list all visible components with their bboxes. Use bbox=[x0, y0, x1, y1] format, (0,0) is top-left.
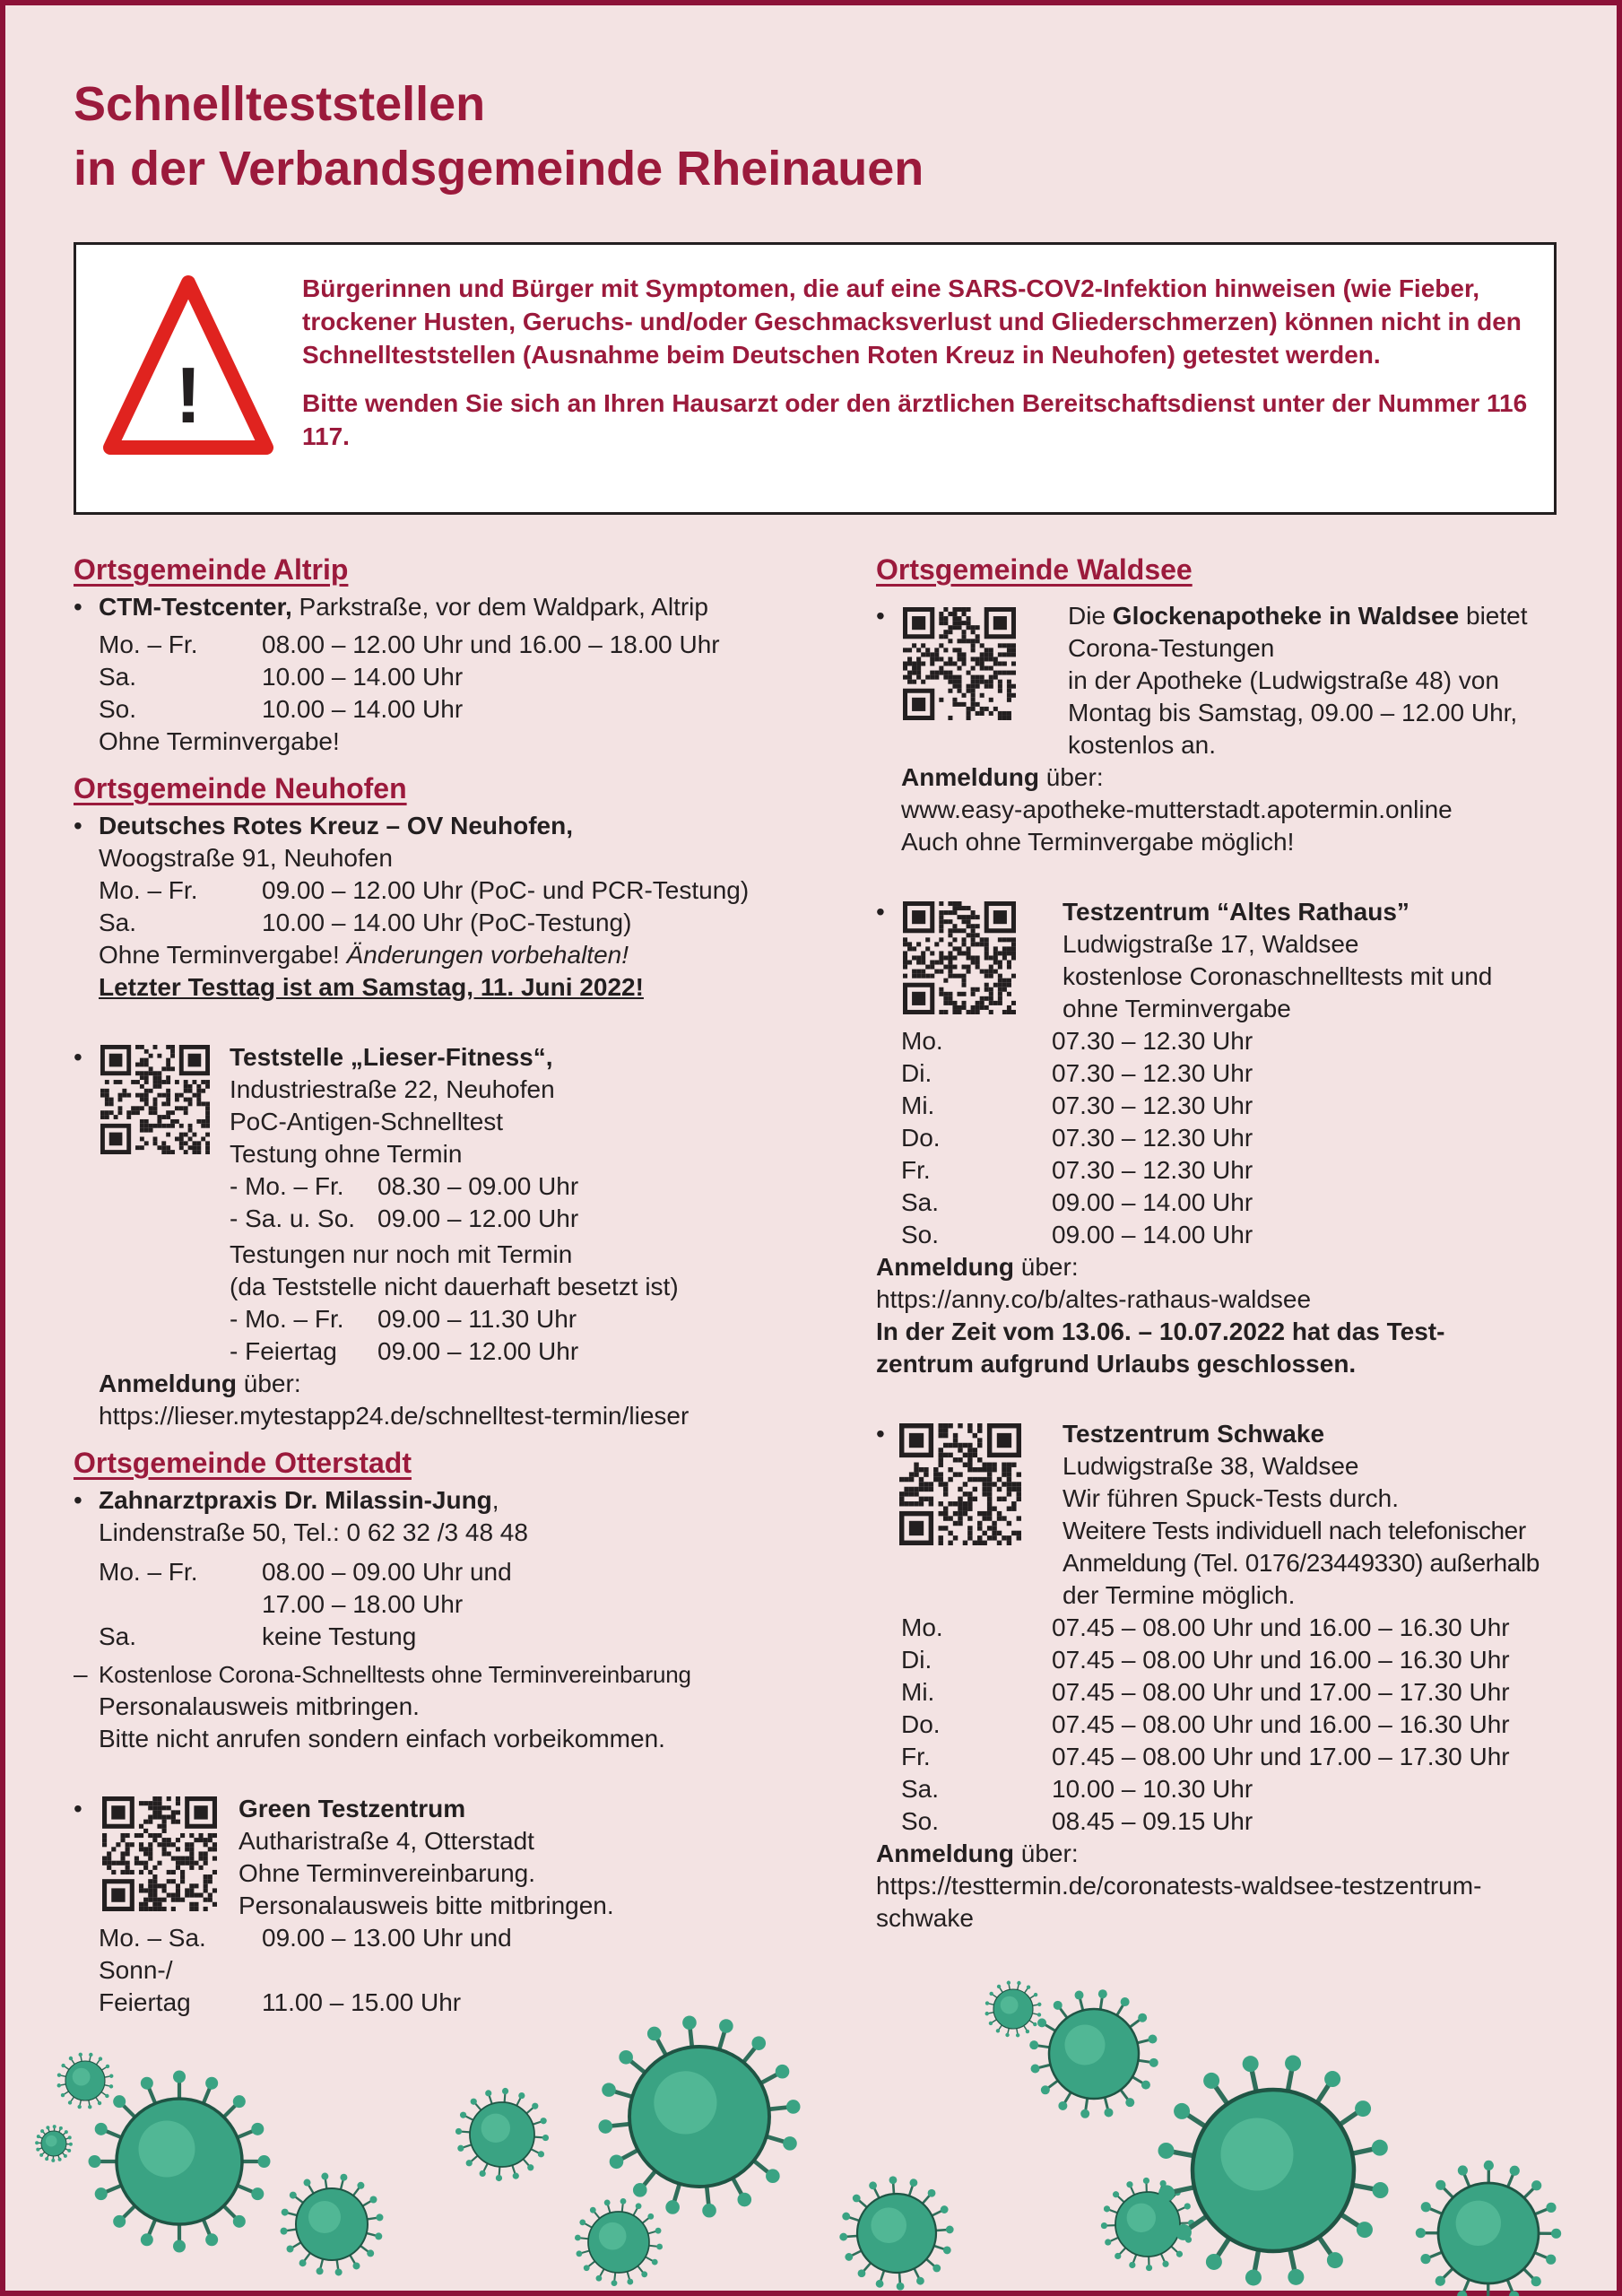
bullet: • bbox=[74, 593, 82, 621]
registration-link-line-2[interactable]: schwake bbox=[876, 1904, 974, 1932]
hours-time: 09.00 – 12.00 Uhr bbox=[377, 1337, 579, 1365]
hours-day: Mo. bbox=[901, 1027, 943, 1055]
title-line-2: in der Verbandsgemeinde Rheinauen bbox=[74, 142, 924, 196]
hours-day: Di. bbox=[901, 1059, 932, 1087]
closure-notice-line-1: In der Zeit vom 13.06. – 10.07.2022 hat das Test- bbox=[876, 1318, 1445, 1345]
registration-label: Anmeldung bbox=[99, 1370, 237, 1397]
title-line-1: Schnellteststellen bbox=[74, 77, 486, 131]
hours-row bbox=[230, 1203, 845, 1235]
hours-time: 11.00 – 15.00 Uhr bbox=[262, 1988, 462, 2016]
entry-name: Teststelle „Lieser-Fitness“, bbox=[230, 1043, 553, 1071]
entry-text: kostenlose Coronaschnelltests mit und bbox=[1063, 962, 1493, 990]
warning-paragraph-2: Bitte wenden Sie sich an Ihren Hausarzt oder den ärztlichen Bereitschaftsdienst unter der Nummer 116 117. bbox=[302, 389, 1528, 450]
registration-label: Anmeldung bbox=[901, 763, 1039, 791]
hours-day: Di. bbox=[901, 1646, 932, 1674]
hours-time: 09.00 – 11.30 Uhr bbox=[377, 1305, 577, 1333]
hours-day bbox=[99, 1588, 262, 1621]
section-heading-waldsee: Ortsgemeinde Waldsee bbox=[876, 553, 1193, 586]
entry-note: Ohne Terminvergabe! bbox=[99, 727, 340, 755]
hours-day: - Mo. – Fr. bbox=[230, 1305, 344, 1333]
hours-time: 07.30 – 12.30 Uhr bbox=[1052, 1156, 1253, 1184]
entry-note: Bitte nicht anrufen sondern einfach vorbeikommen. bbox=[99, 1725, 665, 1752]
hours-day: So. bbox=[901, 1807, 940, 1835]
entry-name: Glockenapotheke in Waldsee bbox=[1112, 602, 1460, 630]
hours-row bbox=[901, 1219, 1557, 1251]
entry-name-suffix: , bbox=[491, 1486, 499, 1514]
registration-link[interactable]: https://lieser.mytestapp24.de/schnelltest-termin/lieser bbox=[99, 1402, 690, 1430]
entry-glockenapotheke bbox=[876, 600, 1557, 858]
entry-zahnarzt-notes bbox=[74, 1658, 845, 1755]
hours-day: - Mo. – Fr. bbox=[230, 1172, 344, 1200]
bullet: • bbox=[876, 602, 885, 630]
bullet: • bbox=[74, 1795, 82, 1822]
hours-time: 07.45 – 08.00 Uhr und 17.00 – 17.30 Uhr bbox=[1052, 1743, 1510, 1770]
hours-day: Mi. bbox=[901, 1678, 935, 1706]
hours-row bbox=[99, 1556, 845, 1588]
entry-note: Auch ohne Terminvergabe möglich! bbox=[901, 828, 1295, 856]
hours-time: 07.45 – 08.00 Uhr und 16.00 – 16.30 Uhr bbox=[1052, 1710, 1510, 1738]
entry-note: Personalausweis bitte mitbringen. bbox=[239, 1892, 614, 1919]
entry-text: in der Apotheke (Ludwigstraße 48) von bbox=[1068, 666, 1499, 694]
hours-time: 07.30 – 12.30 Uhr bbox=[1052, 1091, 1253, 1119]
hours-row bbox=[99, 1588, 845, 1621]
hours-day: Mo. – Fr. bbox=[99, 631, 198, 658]
bullet: • bbox=[74, 812, 82, 839]
warning-box bbox=[74, 242, 1557, 515]
hours-time: 17.00 – 18.00 Uhr bbox=[262, 1590, 464, 1618]
hours-day: So. bbox=[99, 695, 137, 723]
hours-day: Sa. bbox=[901, 1775, 940, 1803]
entry-text: bietet bbox=[1459, 602, 1528, 630]
qr-code-icon bbox=[899, 1423, 1021, 1545]
closure-notice-line-2: zentrum aufgrund Urlaubs geschlossen. bbox=[876, 1350, 1357, 1378]
bullet: • bbox=[876, 898, 885, 926]
hours-time: 09.00 – 12.00 Uhr (PoC- und PCR-Testung) bbox=[262, 876, 750, 904]
hours-row bbox=[901, 1122, 1557, 1154]
hours-day: Fr. bbox=[901, 1743, 931, 1770]
hours-day: Mo. – Sa. bbox=[99, 1924, 206, 1952]
entry-lieser-fitness bbox=[74, 1041, 845, 1432]
left-column bbox=[74, 552, 845, 2019]
hours-time: 07.45 – 08.00 Uhr und 16.00 – 16.30 Uhr bbox=[1052, 1646, 1510, 1674]
hours-day: Sa. bbox=[99, 663, 137, 691]
hours-day: Fr. bbox=[901, 1156, 931, 1184]
entry-text: ohne Terminvergabe bbox=[1063, 995, 1291, 1022]
entry-address: Autharistraße 4, Otterstadt bbox=[239, 1827, 534, 1855]
hours-time: 08.30 – 09.00 Uhr bbox=[377, 1172, 579, 1200]
hours-row bbox=[901, 1644, 1557, 1676]
hours-row bbox=[99, 661, 845, 693]
hours-time: 10.00 – 10.30 Uhr bbox=[1052, 1775, 1253, 1803]
hours-time: 07.45 – 08.00 Uhr und 16.00 – 16.30 Uhr bbox=[1052, 1613, 1510, 1641]
qr-code-icon bbox=[100, 1796, 219, 1911]
qr-code-icon bbox=[100, 1045, 210, 1154]
hours-time: 07.45 – 08.00 Uhr und 17.00 – 17.30 Uhr bbox=[1052, 1678, 1510, 1706]
entry-address: Woogstraße 91, Neuhofen bbox=[99, 844, 393, 872]
dash-bullet: – bbox=[74, 1660, 88, 1688]
entry-text: Anmeldung (Tel. 0176/23449330) außerhalb bbox=[1063, 1549, 1540, 1577]
entry-name: Deutsches Rotes Kreuz – OV Neuhofen, bbox=[99, 812, 574, 839]
hours-day: Mo. – Fr. bbox=[99, 1558, 198, 1586]
hours-day: Sa. bbox=[99, 909, 137, 936]
entry-prefix: Die bbox=[1068, 602, 1113, 630]
hours-row bbox=[99, 629, 845, 661]
hours-row bbox=[901, 1090, 1557, 1122]
entry-address: Parkstraße, vor dem Waldpark, Altrip bbox=[291, 593, 708, 621]
bullet: • bbox=[876, 1420, 885, 1448]
entry-name: Testzentrum Schwake bbox=[1063, 1420, 1325, 1448]
entry-address: Ludwigstraße 17, Waldsee bbox=[1063, 930, 1359, 958]
hours-day: Mo. bbox=[901, 1613, 943, 1641]
entry-drk-neuhofen bbox=[74, 810, 845, 1004]
last-test-day-notice: Letzter Testtag ist am Samstag, 11. Juni 2022! bbox=[99, 973, 644, 1001]
hours-time: 09.00 – 14.00 Uhr bbox=[1052, 1188, 1253, 1216]
bullet: • bbox=[74, 1043, 82, 1071]
hours-row bbox=[230, 1303, 845, 1335]
hours-row bbox=[99, 693, 845, 726]
hours-row bbox=[901, 1057, 1557, 1090]
entry-text: Montag bis Samstag, 09.00 – 12.00 Uhr, bbox=[1068, 699, 1518, 726]
hours-time: 09.00 – 13.00 Uhr und bbox=[262, 1924, 512, 1952]
entry-note: Ohne Terminvergabe! bbox=[99, 941, 347, 969]
hours-time: 10.00 – 14.00 Uhr bbox=[262, 695, 464, 723]
hours-day: Feiertag bbox=[99, 1988, 191, 2016]
hours-row bbox=[901, 1709, 1557, 1741]
entry-text: der Termine möglich. bbox=[1063, 1581, 1296, 1609]
hours-time: 08.00 – 12.00 Uhr und 16.00 – 18.00 Uhr bbox=[262, 631, 720, 658]
entry-note: Kostenlose Corona-Schnelltests ohne Terminvereinbarung bbox=[99, 1661, 691, 1688]
hours-time: 07.30 – 12.30 Uhr bbox=[1052, 1059, 1253, 1087]
qr-code-icon bbox=[903, 607, 1016, 720]
hours-row bbox=[901, 1773, 1557, 1805]
entry-note-italic: Änderungen vorbehalten! bbox=[346, 941, 629, 969]
entry-name: Green Testzentrum bbox=[239, 1795, 466, 1822]
hours-time: 10.00 – 14.00 Uhr bbox=[262, 663, 464, 691]
hours-row bbox=[99, 1621, 845, 1653]
registration-label: Anmeldung bbox=[876, 1253, 1014, 1281]
bullet: • bbox=[74, 1486, 82, 1514]
hours-row bbox=[99, 1954, 845, 1987]
registration-suffix: über: bbox=[237, 1370, 301, 1397]
hours-time: 09.00 – 12.00 Uhr bbox=[377, 1205, 579, 1232]
registration-link[interactable]: https://anny.co/b/altes-rathaus-waldsee bbox=[876, 1285, 1312, 1313]
entry-name: CTM-Testcenter, bbox=[99, 593, 292, 621]
hours-row bbox=[901, 1187, 1557, 1219]
entry-text: Corona-Testungen bbox=[1068, 634, 1275, 662]
registration-link-line-1[interactable]: https://testtermin.de/coronatests-waldsee-testzentrum- bbox=[876, 1872, 1482, 1900]
entry-name: Testzentrum “Altes Rathaus” bbox=[1063, 898, 1409, 926]
entry-address: Industriestraße 22, Neuhofen bbox=[230, 1075, 555, 1103]
registration-label: Anmeldung bbox=[876, 1839, 1014, 1867]
entry-address: Ludwigstraße 38, Waldsee bbox=[1063, 1452, 1359, 1480]
entry-appointment-reason: (da Teststelle nicht dauerhaft besetzt ist) bbox=[230, 1273, 679, 1300]
hours-day: Mo. – Fr. bbox=[99, 876, 198, 904]
section-heading-otterstadt: Ortsgemeinde Otterstadt bbox=[74, 1447, 412, 1479]
hours-day: Sa. bbox=[901, 1188, 940, 1216]
right-column bbox=[876, 552, 1557, 1935]
hours-row bbox=[901, 1025, 1557, 1057]
entry-appointment-only: Testungen nur noch mit Termin bbox=[230, 1240, 573, 1268]
hours-row bbox=[230, 1335, 845, 1368]
hours-day: - Sa. u. So. bbox=[230, 1205, 356, 1232]
entry-ctm-testcenter bbox=[74, 591, 845, 758]
entry-note: Ohne Terminvereinbarung. bbox=[239, 1859, 536, 1887]
hours-row bbox=[99, 874, 845, 907]
hours-row bbox=[901, 1676, 1557, 1709]
hours-row bbox=[901, 1612, 1557, 1644]
hours-time: 09.00 – 14.00 Uhr bbox=[1052, 1221, 1253, 1248]
section-heading-altrip: Ortsgemeinde Altrip bbox=[74, 553, 349, 586]
registration-suffix: über: bbox=[1039, 763, 1104, 791]
hours-day: Sa. bbox=[99, 1622, 137, 1650]
hours-row bbox=[901, 1154, 1557, 1187]
warning-exclamation: ! bbox=[175, 351, 202, 439]
entry-text: kostenlos an. bbox=[1068, 731, 1216, 759]
hours-row bbox=[99, 907, 845, 939]
hours-time bbox=[262, 1954, 845, 1987]
entry-testzentrum-schwake bbox=[876, 1418, 1557, 1838]
hours-row bbox=[99, 1987, 845, 2019]
section-heading-neuhofen: Ortsgemeinde Neuhofen bbox=[74, 772, 407, 804]
entry-name: Zahnarztpraxis Dr. Milassin-Jung bbox=[99, 1486, 492, 1514]
hours-row bbox=[901, 1805, 1557, 1838]
hours-time: 10.00 – 14.00 Uhr (PoC-Testung) bbox=[262, 909, 632, 936]
hours-day: Sonn-/ bbox=[99, 1956, 173, 1984]
hours-day: Mi. bbox=[901, 1091, 935, 1119]
entry-green-testzentrum bbox=[74, 1793, 845, 2019]
hours-row bbox=[901, 1741, 1557, 1773]
entry-note: Personalausweis mitbringen. bbox=[99, 1692, 420, 1720]
hours-row bbox=[99, 1922, 845, 1954]
registration-suffix: über: bbox=[1014, 1839, 1079, 1867]
entry-test-type: PoC-Antigen-Schnelltest bbox=[230, 1108, 504, 1135]
hours-day: Do. bbox=[901, 1124, 941, 1152]
hours-time: 07.30 – 12.30 Uhr bbox=[1052, 1027, 1253, 1055]
warning-text bbox=[302, 272, 1540, 468]
hours-row bbox=[230, 1170, 845, 1203]
hours-time: keine Testung bbox=[262, 1622, 417, 1650]
hours-day: - Feiertag bbox=[230, 1337, 337, 1365]
entry-text: Weitere Tests individuell nach telefonischer bbox=[1063, 1517, 1526, 1544]
hours-day: So. bbox=[901, 1221, 940, 1248]
registration-suffix: über: bbox=[1014, 1253, 1079, 1281]
entry-text: Wir führen Spuck-Tests durch. bbox=[1063, 1484, 1400, 1512]
warning-paragraph-1: Bürgerinnen und Bürger mit Symptomen, die auf eine SARS-COV2-Infektion hinweisen (wie Fieber, trockener Husten, Geruchs- und/oder Geschmacksverlust und Gliederschmerzen) können nicht in den Schnellteststellen (Ausnahme beim Deutschen Roten Kreuz in Neuhofen) getestet werden. bbox=[302, 274, 1522, 369]
qr-code-icon bbox=[903, 901, 1016, 1014]
hours-time: 07.30 – 12.30 Uhr bbox=[1052, 1124, 1253, 1152]
warning-triangle-icon bbox=[103, 272, 273, 465]
entry-zahnarztpraxis bbox=[74, 1484, 845, 1653]
hours-time: 08.00 – 09.00 Uhr und bbox=[262, 1558, 512, 1586]
entry-address: Lindenstraße 50, Tel.: 0 62 32 /3 48 48 bbox=[99, 1518, 528, 1546]
hours-time: 08.45 – 09.15 Uhr bbox=[1052, 1807, 1253, 1835]
entry-altes-rathaus bbox=[876, 896, 1557, 1251]
page-title bbox=[74, 72, 924, 201]
hours-day: Do. bbox=[901, 1710, 941, 1738]
entry-no-appointment: Testung ohne Termin bbox=[230, 1140, 463, 1168]
registration-link[interactable]: www.easy-apotheke-mutterstadt.apotermin.online bbox=[901, 796, 1453, 823]
